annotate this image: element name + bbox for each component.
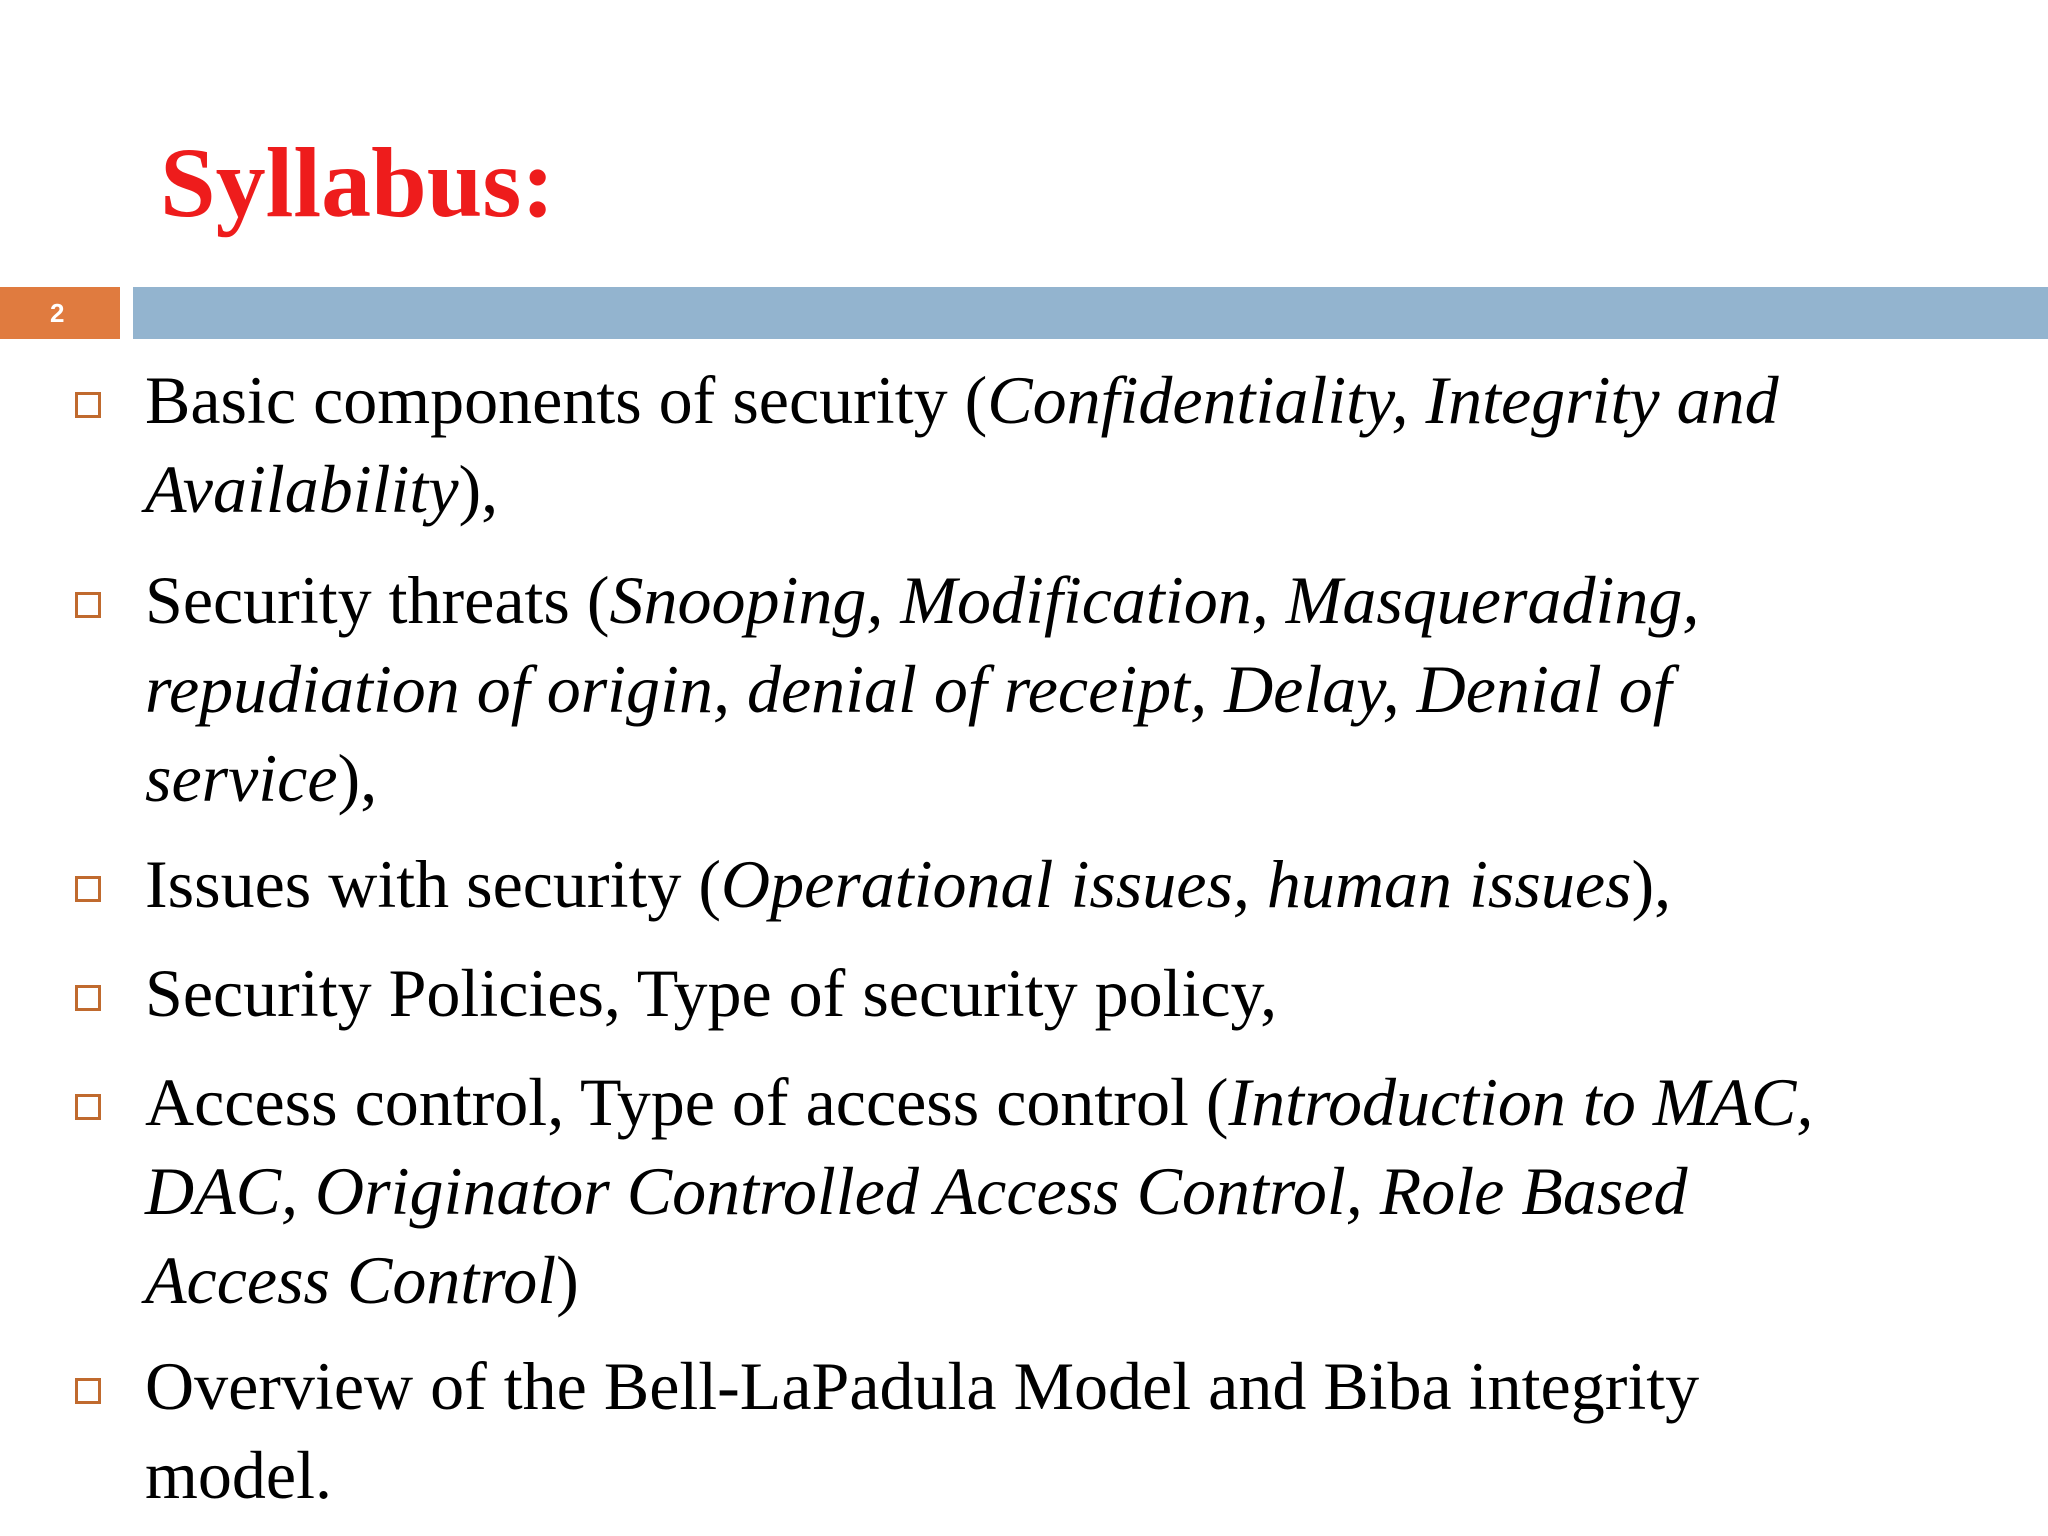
item-line: Security Policies, Type of security policy, <box>145 955 1278 1031</box>
item-line-italic: DAC, Originator Controlled Access Control, Role Based <box>145 1153 1688 1229</box>
slide-number-badge: 2 <box>0 287 120 339</box>
item-line <box>145 1058 1975 1147</box>
item-text-italic: Snooping, Modification, Masquerading, <box>609 562 1700 638</box>
square-outline-icon <box>75 392 101 418</box>
item-text: Issues with security ( <box>145 846 722 922</box>
square-outline-icon <box>75 985 101 1011</box>
syllabus-item-security-models <box>145 1342 1975 1520</box>
item-line: model. <box>145 1437 332 1513</box>
item-line <box>145 734 1975 823</box>
item-text: ), <box>337 740 378 816</box>
item-text-italic: Operational issues, human issues <box>721 846 1632 922</box>
item-text: Basic components of security ( <box>145 362 988 438</box>
square-outline-icon <box>75 592 101 618</box>
square-outline-icon <box>75 1094 101 1120</box>
item-text-italic: Availability <box>145 451 459 527</box>
item-text-italic: Access Control <box>145 1242 557 1318</box>
item-line: Overview of the Bell-LaPadula Model and Biba integrity <box>145 1348 1700 1424</box>
syllabus-item-security-threats <box>145 556 1975 823</box>
syllabus-item-access-control <box>145 1058 1975 1325</box>
syllabus-item-security-components <box>145 356 1975 534</box>
item-text-italic: service <box>145 740 338 816</box>
item-text-italic: Confidentiality, Integrity and <box>987 362 1779 438</box>
item-line <box>145 445 1975 534</box>
item-text: ) <box>556 1242 579 1318</box>
item-text: ), <box>458 451 499 527</box>
item-text: Security threats ( <box>145 562 610 638</box>
square-outline-icon <box>75 876 101 902</box>
item-line <box>145 556 1975 645</box>
item-line <box>145 356 1975 445</box>
header-divider-bar <box>133 287 2048 339</box>
item-line <box>145 840 1975 929</box>
item-text: Access control, Type of access control ( <box>145 1064 1229 1140</box>
item-text-italic: Introduction to MAC, <box>1228 1064 1814 1140</box>
square-outline-icon <box>75 1378 101 1404</box>
item-text: ), <box>1631 846 1672 922</box>
syllabus-item-security-issues <box>145 840 1975 929</box>
item-line <box>145 1236 1975 1325</box>
syllabus-item-security-policies <box>145 949 1975 1038</box>
item-line-italic: repudiation of origin, denial of receipt, Delay, Denial of <box>145 651 1672 727</box>
slide-title: Syllabus: <box>160 127 555 238</box>
